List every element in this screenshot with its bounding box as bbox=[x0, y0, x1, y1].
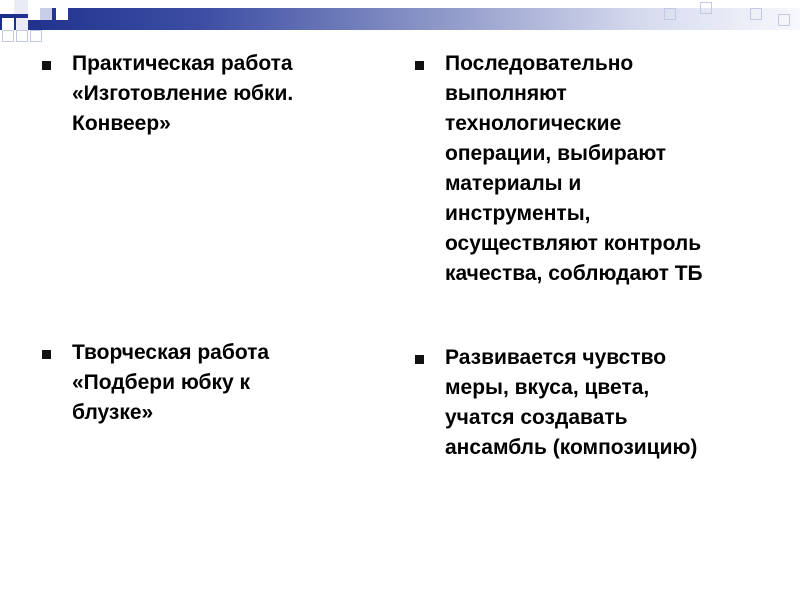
decor-square bbox=[16, 30, 28, 42]
decor-square bbox=[778, 14, 790, 26]
bullet-creative-work bbox=[42, 338, 269, 428]
decor-square bbox=[2, 30, 14, 42]
bullet-practical-work bbox=[42, 49, 293, 139]
bullet-operations bbox=[415, 49, 703, 289]
square-bullet-icon bbox=[42, 350, 51, 359]
bullet-text: Творческая работа «Подбери юбку к блузке» bbox=[72, 341, 270, 424]
decor-square bbox=[56, 8, 68, 20]
square-bullet-icon bbox=[42, 61, 51, 70]
bullet-text: Развивается чувство меры, вкуса, цвета, учатся создавать ансамбль (композицию) bbox=[445, 346, 698, 459]
bullet-text: Последовательно выполняют технологические операции, выбирают материалы и инструменты, осуществляют контроль качества, соблюдают ТБ bbox=[445, 52, 703, 285]
decor-square bbox=[750, 8, 762, 20]
bullet-text: Практическая работа «Изготовление юбки. Конвеер» bbox=[72, 52, 294, 135]
decor-square bbox=[0, 0, 14, 14]
decor-square bbox=[664, 8, 676, 20]
decor-square bbox=[16, 18, 28, 30]
decor-square bbox=[28, 8, 40, 20]
decorative-header bbox=[0, 0, 800, 42]
decor-square bbox=[40, 8, 52, 20]
square-bullet-icon bbox=[415, 61, 424, 70]
bullet-sense-of-measure bbox=[415, 343, 697, 463]
decor-square bbox=[2, 18, 14, 30]
decor-square bbox=[30, 30, 42, 42]
gradient-band bbox=[0, 8, 800, 30]
decor-square bbox=[700, 2, 712, 14]
square-bullet-icon bbox=[415, 355, 424, 364]
decor-square bbox=[14, 0, 28, 14]
